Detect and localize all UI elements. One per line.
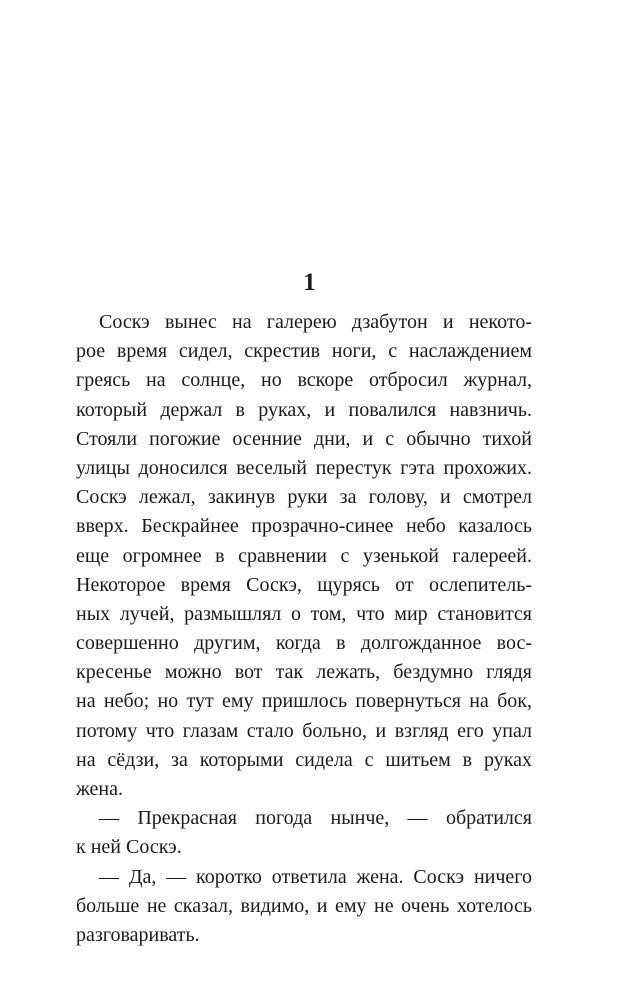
text-line: к ней Соскэ. (76, 836, 182, 859)
text-line: разговаривать. (76, 923, 200, 946)
text-line: — Да, — коротко ответила жена. Соскэ ничего (99, 865, 532, 888)
text-line: Соскэ лежал, закинув руки за голову, и смотрел (76, 486, 532, 509)
text-line: на сёдзи, за которыми сидела с шитьем в руках (76, 748, 532, 771)
text-line: больше не сказал, видимо, и ему не очень хотелось (76, 894, 532, 917)
text-line: улицы доносился веселый перестук гэта прохожих. (76, 456, 532, 479)
text-line: вверх. Бескрайнее прозрачно-синее небо казалось (76, 515, 532, 538)
text-line: который держал в руках, и повалился навзничь. (76, 398, 532, 421)
text-line: кресенье можно вот так лежать, бездумно глядя (76, 661, 532, 684)
text-line: совершенно другим, когда в долгожданное вос- (76, 632, 532, 655)
text-line: — Прекрасная погода нынче, — обратился (99, 807, 532, 830)
text-line: Соскэ вынес на галерею дзабутон и некото- (99, 311, 532, 333)
text-line: жена. (76, 778, 124, 800)
text-line: греясь на солнце, но вскоре отбросил журнал, (76, 369, 532, 392)
text-line: Некоторое время Соскэ, щурясь от ослепитель- (76, 573, 532, 596)
body-text (76, 308, 532, 950)
text-line: рое время сидел, скрестив ноги, с наслаждением (76, 340, 532, 363)
text-line: Стояли погожие осенние дни, и с обычно тихой (76, 427, 532, 450)
text-line: ных лучей, размышлял о том, что мир становится (76, 602, 532, 625)
text-line: потому что глазам стало больно, и взгляд его упал (76, 719, 532, 742)
chapter-number: 1 (303, 269, 316, 296)
text-line: еще огромнее в сравнении с узенькой галереей. (76, 544, 532, 567)
text-line: на небо; но тут ему пришлось повернуться на бок, (76, 690, 532, 713)
